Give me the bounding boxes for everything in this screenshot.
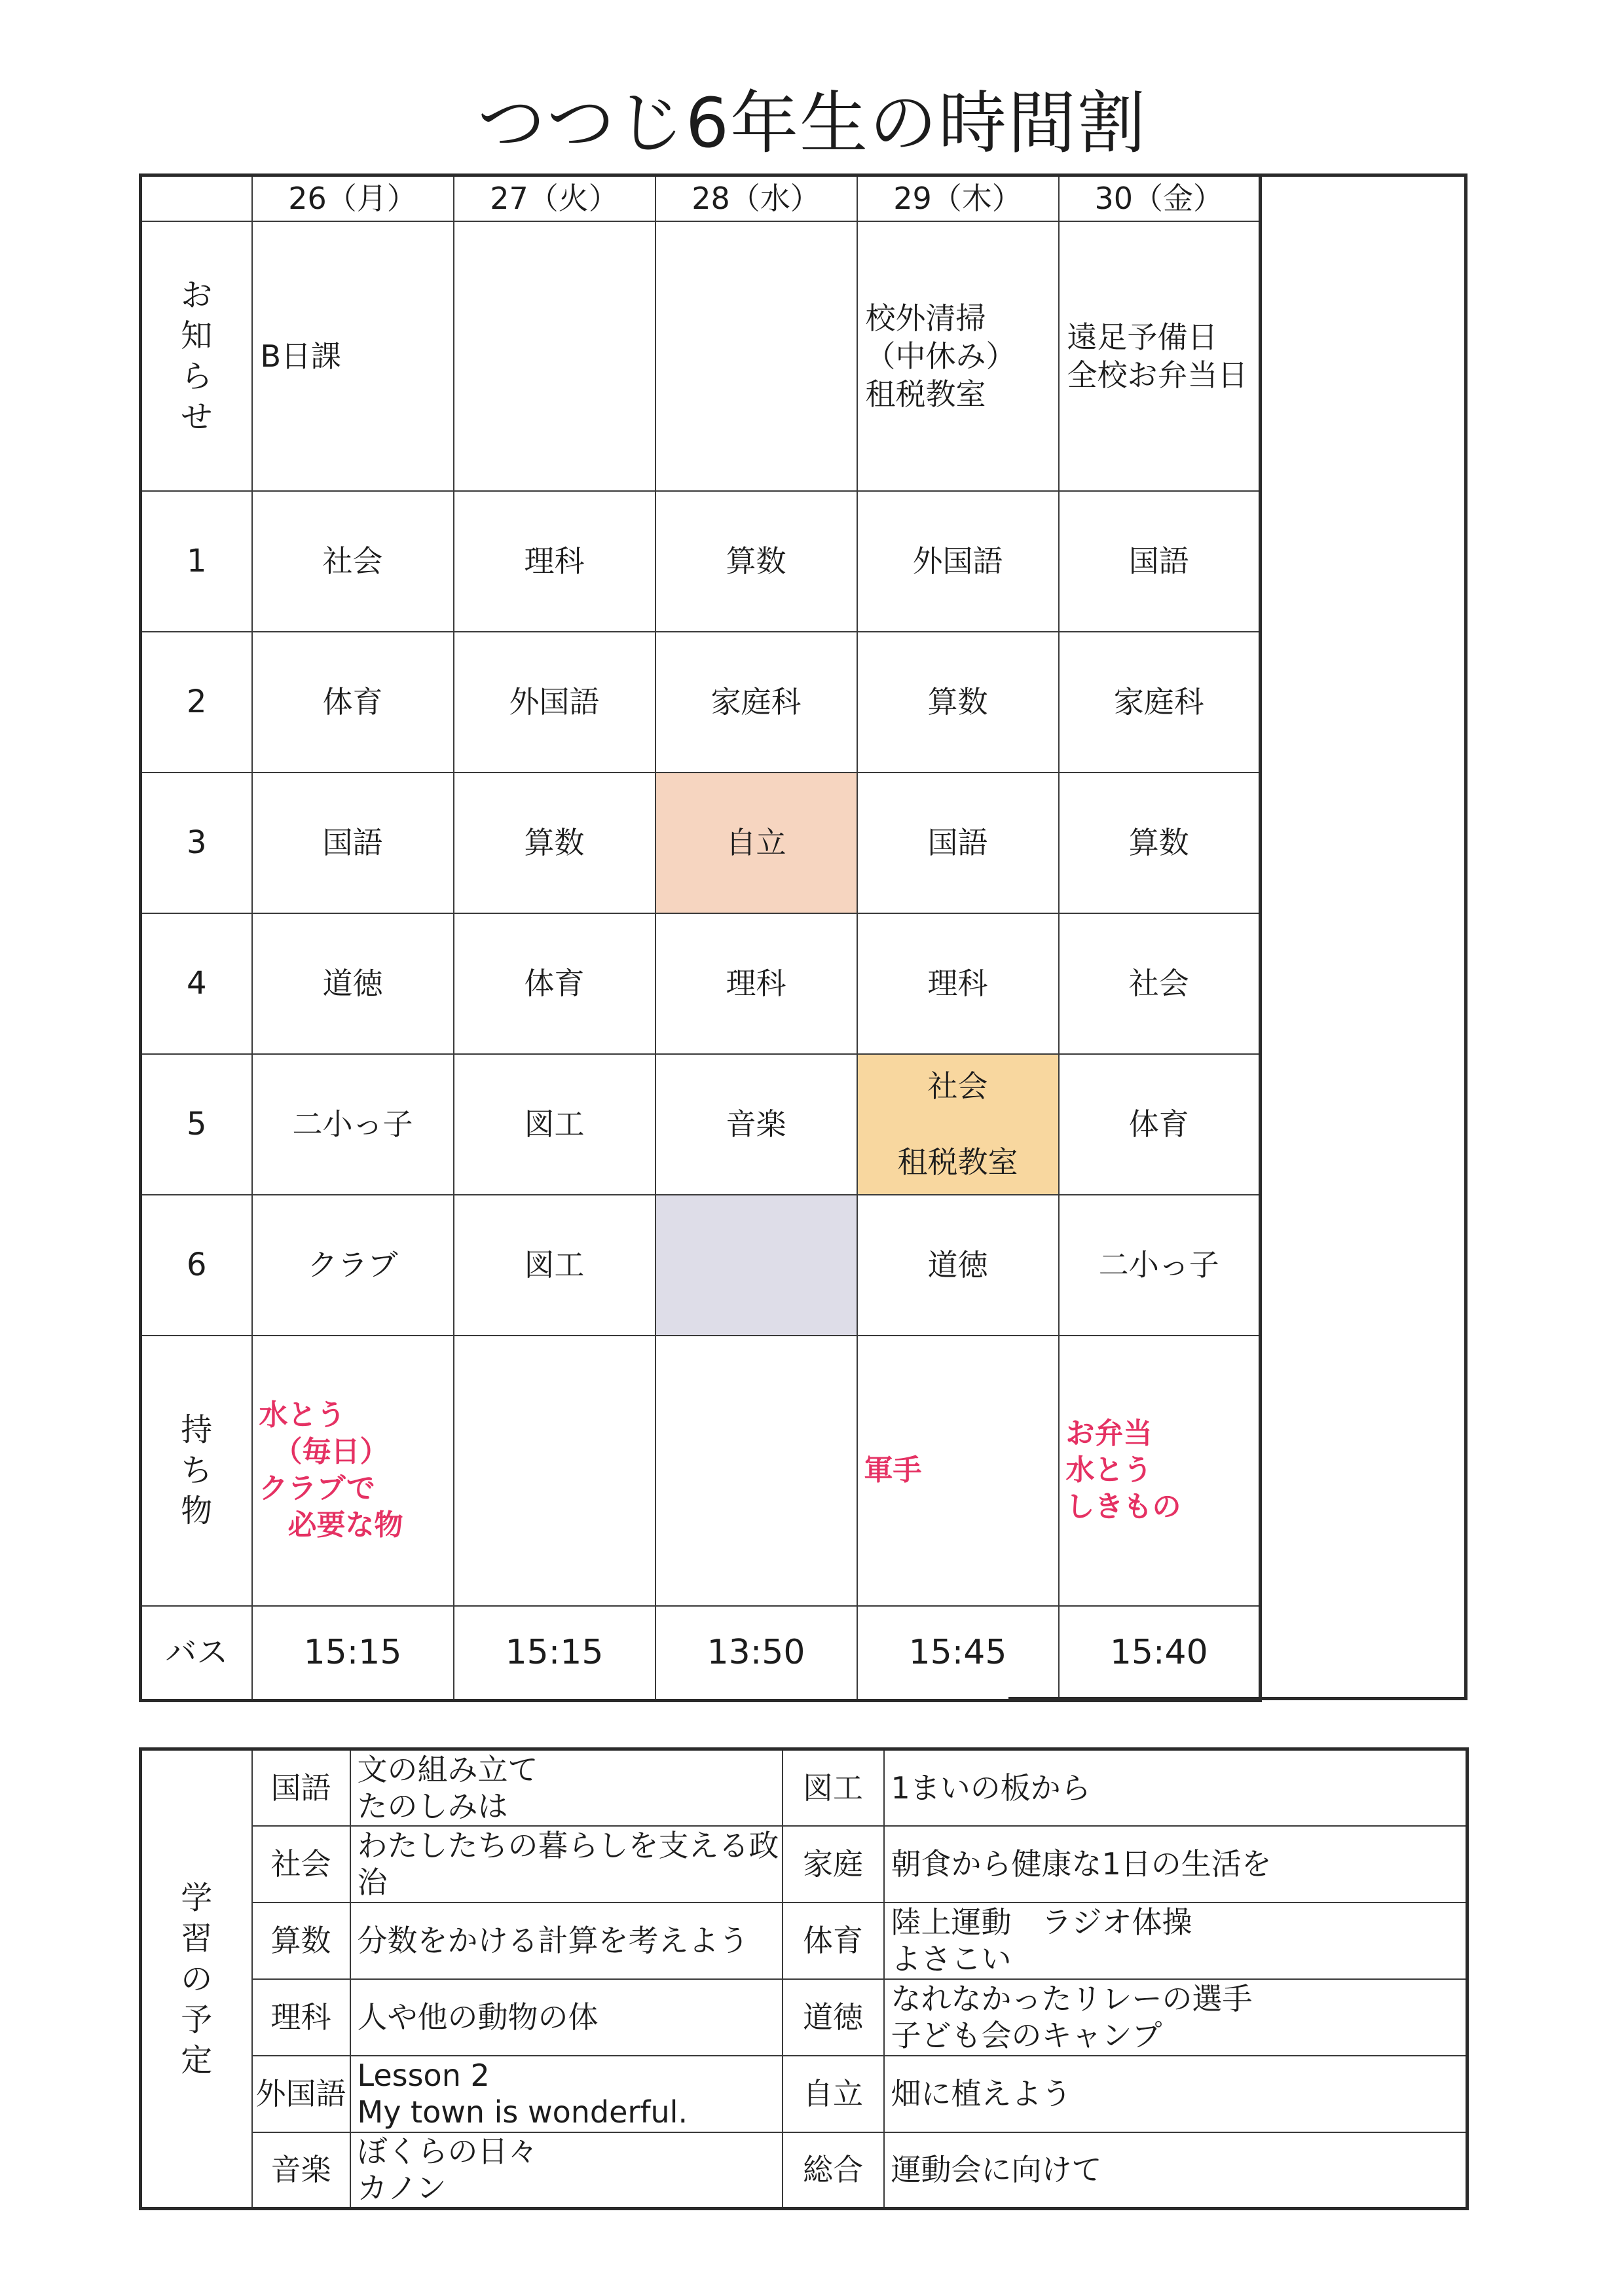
period-number: 2: [141, 632, 252, 773]
lesson-cell: クラブ: [252, 1195, 454, 1336]
subject-name: 社会: [252, 1826, 350, 1903]
lesson-cell-highlighted: 自立: [655, 773, 857, 913]
schedule-row: [141, 1979, 1467, 2056]
day-header: 28（水）: [655, 175, 857, 221]
notice-cell: B日課: [252, 221, 454, 491]
lesson-cell-empty: [655, 1195, 857, 1336]
subject-name: 家庭: [783, 1826, 884, 1903]
bus-time: 15:15: [454, 1606, 655, 1701]
lesson-cell: 道徳: [857, 1195, 1059, 1336]
subject-content: 朝食から健康な1日の生活を: [884, 1826, 1467, 1903]
lesson-cell: 外国語: [454, 632, 655, 773]
schedule-row: [141, 1903, 1467, 1979]
notice-cell: [655, 221, 857, 491]
items-cell: お弁当 水とう しきもの: [1059, 1336, 1261, 1606]
lesson-cell: 算数: [655, 491, 857, 632]
day-header: 27（火）: [454, 175, 655, 221]
lesson-cell: 理科: [454, 491, 655, 632]
lesson-cell: 外国語: [857, 491, 1059, 632]
period-number: 4: [141, 913, 252, 1054]
period-number: 3: [141, 773, 252, 913]
lesson-cell: 国語: [1059, 491, 1261, 632]
lesson-cell: 図工: [454, 1054, 655, 1195]
schedule-row: [141, 2056, 1467, 2132]
subject-name: 道徳: [783, 1979, 884, 2056]
items-cell: [454, 1336, 655, 1606]
lesson-cell: 国語: [857, 773, 1059, 913]
bus-time: 15:15: [252, 1606, 454, 1701]
lesson-cell: 算数: [454, 773, 655, 913]
lesson-cell: 二小っ子: [1059, 1195, 1261, 1336]
page-title: つつじ6年生の時間割: [477, 83, 1147, 163]
subject-name: 理科: [252, 1979, 350, 2056]
schedule-row: [141, 2132, 1467, 2209]
lesson-cell: 図工: [454, 1195, 655, 1336]
lesson-cell: 国語: [252, 773, 454, 913]
subject-name: 体育: [783, 1903, 884, 1979]
subject-content: 1まいの板から: [884, 1749, 1467, 1826]
items-cell: [655, 1336, 857, 1606]
day-header: 26（月）: [252, 175, 454, 221]
period-number: 6: [141, 1195, 252, 1336]
subject-name: 図工: [783, 1749, 884, 1826]
timetable-right-frame: [1008, 173, 1467, 1700]
notice-cell: 遠足予備日 全校お弁当日: [1059, 221, 1261, 491]
subject-content: 運動会に向けて: [884, 2132, 1467, 2209]
items-cell: 水とう （毎日） クラブで 必要な物: [252, 1336, 454, 1606]
lesson-cell: 音楽: [655, 1054, 857, 1195]
bus-time: 15:40: [1059, 1606, 1261, 1701]
corner-cell: [141, 175, 252, 221]
subject-name: 国語: [252, 1749, 350, 1826]
subject-name: 自立: [783, 2056, 884, 2132]
day-header: 29（木）: [857, 175, 1059, 221]
notice-cell: [454, 221, 655, 491]
subject-name: 算数: [252, 1903, 350, 1979]
lesson-cell: 算数: [1059, 773, 1261, 913]
subject-content: ぼくらの日々 カノン: [350, 2132, 783, 2209]
lesson-cell: 体育: [1059, 1054, 1261, 1195]
subject-name: 音楽: [252, 2132, 350, 2209]
notice-label: お知らせ: [141, 221, 252, 491]
learning-schedule: [139, 1747, 1469, 2210]
subject-content: 畑に植えよう: [884, 2056, 1467, 2132]
bus-time: 15:45: [857, 1606, 1059, 1701]
lesson-cell: 家庭科: [655, 632, 857, 773]
schedule-row: [141, 1826, 1467, 1903]
subject-content: 陸上運動 ラジオ体操 よさこい: [884, 1903, 1467, 1979]
subject-content: 分数をかける計算を考えよう: [350, 1903, 783, 1979]
day-header: 30（金）: [1059, 175, 1261, 221]
lesson-cell: 体育: [454, 913, 655, 1054]
subject-content: Lesson 2 My town is wonderful.: [350, 2056, 783, 2132]
lesson-cell: 道徳: [252, 913, 454, 1054]
items-cell: 軍手: [857, 1336, 1059, 1606]
lesson-cell: 理科: [655, 913, 857, 1054]
lesson-cell: 理科: [857, 913, 1059, 1054]
schedule-label: 学習の予定: [141, 1749, 252, 2209]
lesson-cell: 体育: [252, 632, 454, 773]
lesson-cell: 社会: [252, 491, 454, 632]
items-label: 持ち物: [141, 1336, 252, 1606]
lesson-cell: 二小っ子: [252, 1054, 454, 1195]
notice-cell: 校外清掃 （中休み） 租税教室: [857, 221, 1059, 491]
bus-label: バス: [141, 1606, 252, 1701]
period-number: 1: [141, 491, 252, 632]
lesson-cell: 社会: [1059, 913, 1261, 1054]
lesson-cell-highlighted: 社会 租税教室: [857, 1054, 1059, 1195]
subject-content: 文の組み立て たのしみは: [350, 1749, 783, 1826]
bus-time: 13:50: [655, 1606, 857, 1701]
schedule-row: [141, 1749, 1467, 1826]
subject-content: 人や他の動物の体: [350, 1979, 783, 2056]
subject-name: 外国語: [252, 2056, 350, 2132]
lesson-cell: 算数: [857, 632, 1059, 773]
subject-content: なれなかったリレーの選手 子ども会のキャンプ: [884, 1979, 1467, 2056]
lesson-cell: 家庭科: [1059, 632, 1261, 773]
subject-content: わたしたちの暮らしを支える政治: [350, 1826, 783, 1903]
subject-name: 総合: [783, 2132, 884, 2209]
period-number: 5: [141, 1054, 252, 1195]
